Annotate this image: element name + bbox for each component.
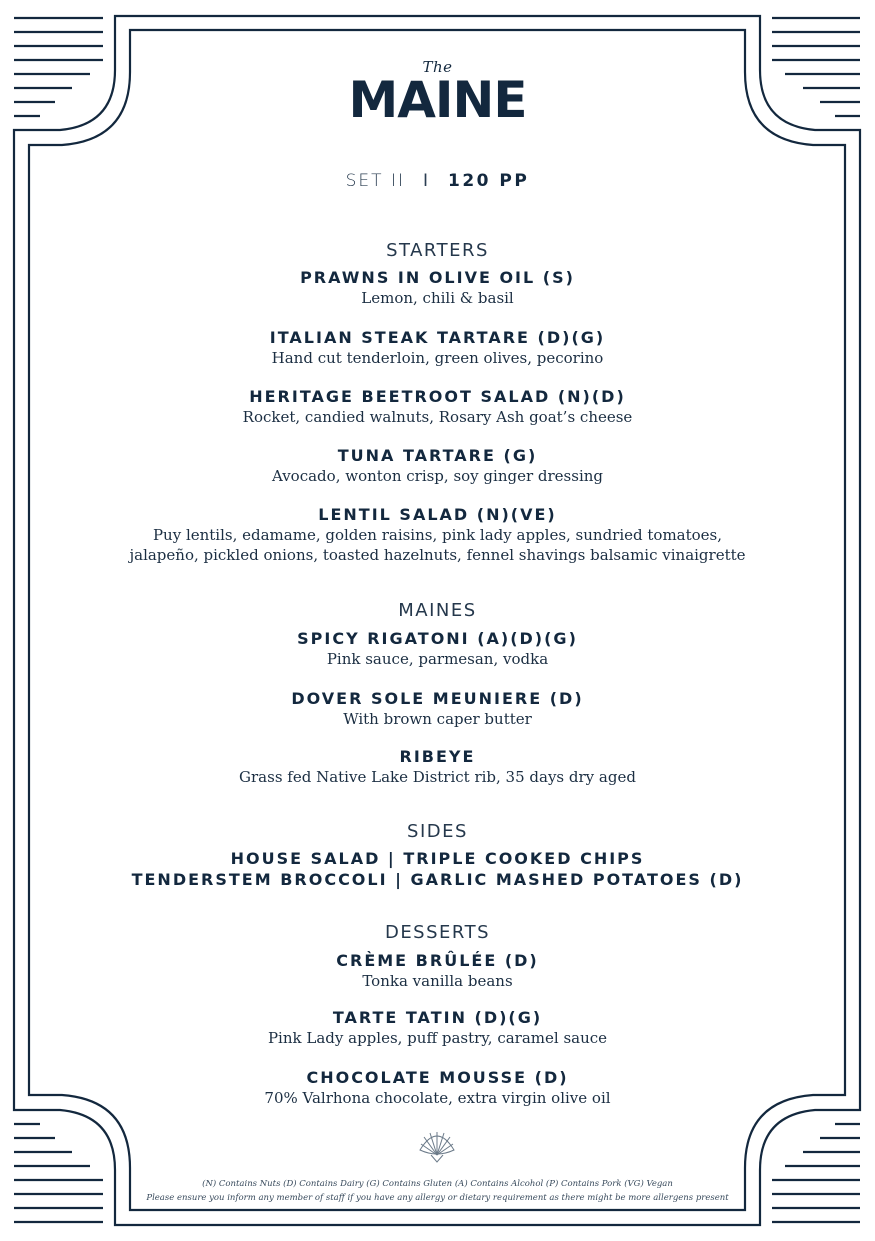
logo-name: MAINE — [348, 71, 527, 129]
dish-description: With brown caper butter — [343, 710, 532, 728]
dish-name: HERITAGE BEETROOT SALAD (N)(D) — [249, 387, 626, 406]
section-title-maines: MAINES — [398, 600, 477, 621]
dish-name: CRÈME BRÛLÉE (D) — [336, 951, 539, 970]
dish-name: TUNA TARTARE (G) — [337, 446, 538, 465]
dish-description: Puy lentils, edamame, golden raisins, pink lady apples, sundried tomatoes, — [152, 526, 723, 544]
set-separator: I — [423, 171, 431, 191]
allergy-notice: Please ensure you inform any member of staff if you have any allergy or dietary requirement as there might be more allergens present — [146, 1193, 729, 1203]
dish-description: Avocado, wonton crisp, soy ginger dressing — [271, 467, 604, 485]
dish-description: Tonka vanilla beans — [362, 972, 513, 990]
dish-description: Grass fed Native Lake District rib, 35 days dry aged — [239, 768, 636, 786]
dish-description: 70% Valrhona chocolate, extra virgin olive oil — [264, 1089, 611, 1107]
dish-name: TARTE TATIN (D)(G) — [332, 1008, 543, 1027]
dish-name: LENTIL SALAD (N)(VE) — [318, 505, 557, 524]
dish-description: Lemon, chili & basil — [361, 289, 514, 307]
set-label: SET II — [345, 171, 405, 191]
dish-description: Rocket, candied walnuts, Rosary Ash goat’s cheese — [242, 408, 633, 426]
set-price: 120 PP — [448, 171, 530, 191]
dish-description: Hand cut tenderloin, green olives, pecorino — [271, 349, 604, 367]
section-title-desserts: DESSERTS — [384, 922, 491, 943]
set-price-line — [0, 171, 875, 191]
dish-name: RIBEYE — [399, 747, 476, 766]
section-title-starters: STARTERS — [386, 240, 489, 261]
dish-name: CHOCOLATE MOUSSE (D) — [306, 1068, 569, 1087]
dish-name: DOVER SOLE MEUNIERE (D) — [291, 689, 584, 708]
side-dishes-line: TENDERSTEM BROCCOLI | GARLIC MASHED POTATOES (D) — [131, 870, 744, 889]
dish-name: SPICY RIGATONI (A)(D)(G) — [297, 629, 578, 648]
shell-icon — [417, 1128, 457, 1164]
section-title-sides: SIDES — [407, 821, 468, 842]
dish-description: jalapeño, pickled onions, toasted hazelnuts, fennel shavings balsamic vinaigrette — [129, 546, 746, 564]
logo-the: The — [422, 58, 453, 76]
dish-name: ITALIAN STEAK TARTARE (D)(G) — [269, 328, 606, 347]
dish-description: Pink Lady apples, puff pastry, caramel sauce — [267, 1029, 608, 1047]
dish-name: PRAWNS IN OLIVE OIL (S) — [300, 268, 575, 287]
allergen-key: (N) Contains Nuts (D) Contains Dairy (G) Contains Gluten (A) Contains Alcohol (P) Contains Pork (VG) Vegan — [202, 1179, 673, 1189]
side-dishes-line: HOUSE SALAD | TRIPLE COOKED CHIPS — [230, 849, 645, 868]
dish-description: Pink sauce, parmesan, vodka — [326, 650, 549, 668]
